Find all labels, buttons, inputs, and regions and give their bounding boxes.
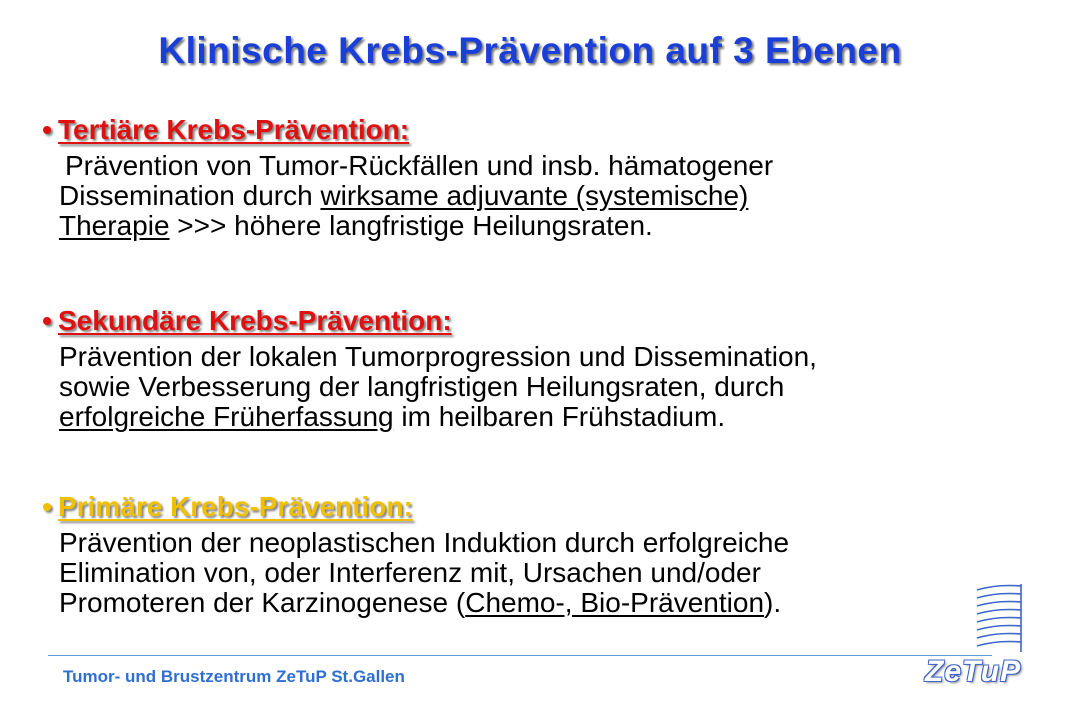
primary-line-3 (59, 588, 1036, 618)
tertiary-underlined-therapie: Therapie (59, 210, 170, 241)
footer-institution: Tumor- und Brustzentrum ZeTuP St.Gallen (63, 667, 405, 686)
tertiary-line-1: Prävention von Tumor-Rückfällen und insb. hämatogener (65, 150, 774, 181)
bullet-icon: • (42, 305, 52, 336)
tertiary-line-3-text: >>> höhere langfristige Heilungsraten. (169, 210, 653, 241)
bullet-icon: • (42, 491, 52, 522)
tertiary-body (59, 151, 1036, 241)
footer-divider (48, 655, 992, 656)
secondary-line-2: sowie Verbesserung der langfristigen Heilungsraten, durch (59, 371, 785, 402)
secondary-heading-text: Sekundäre Krebs-Prävention: (58, 305, 452, 336)
primary-heading-text: Primäre Krebs-Prävention: (58, 491, 413, 522)
tertiary-line-2-text: Dissemination durch (59, 180, 321, 211)
primary-line-2: Elimination von, oder Interferenz mit, Ursachen und/oder (59, 557, 761, 588)
secondary-line-3-text: im heilbaren Frühstadium. (393, 401, 726, 432)
secondary-line-3 (59, 402, 1036, 432)
tertiary-line-2 (59, 181, 1036, 211)
zetup-logo-icon (975, 582, 1025, 657)
section-primary (36, 490, 1036, 618)
secondary-heading (36, 304, 1036, 338)
primary-body (59, 528, 1036, 618)
primary-line-3-text: Promoteren der Karzinogenese ( (59, 587, 466, 618)
zetup-logo-text: ZeTuP (925, 655, 1022, 688)
primary-line-3-end: ). (764, 587, 782, 618)
tertiary-heading (36, 113, 1036, 147)
bullet-icon: • (42, 114, 52, 145)
primary-heading (36, 490, 1036, 524)
primary-underlined-prevention: Chemo-, Bio-Prävention (465, 587, 765, 618)
section-secondary (36, 304, 1036, 432)
slide-title: Klinische Krebs-Prävention auf 3 Ebenen (158, 30, 902, 71)
secondary-line-1: Prävention der lokalen Tumorprogression und Dissemination, (59, 341, 817, 372)
secondary-body (59, 342, 1036, 432)
secondary-underlined-early-detection: erfolgreiche Früherfassung (59, 401, 394, 432)
tertiary-underlined-therapy: wirksame adjuvante (systemische) (320, 180, 749, 211)
primary-line-1: Prävention der neoplastischen Induktion durch erfolgreiche (59, 527, 790, 558)
tertiary-line-3 (59, 211, 1036, 241)
section-tertiary (36, 113, 1036, 241)
tertiary-heading-text: Tertiäre Krebs-Prävention: (58, 114, 410, 145)
